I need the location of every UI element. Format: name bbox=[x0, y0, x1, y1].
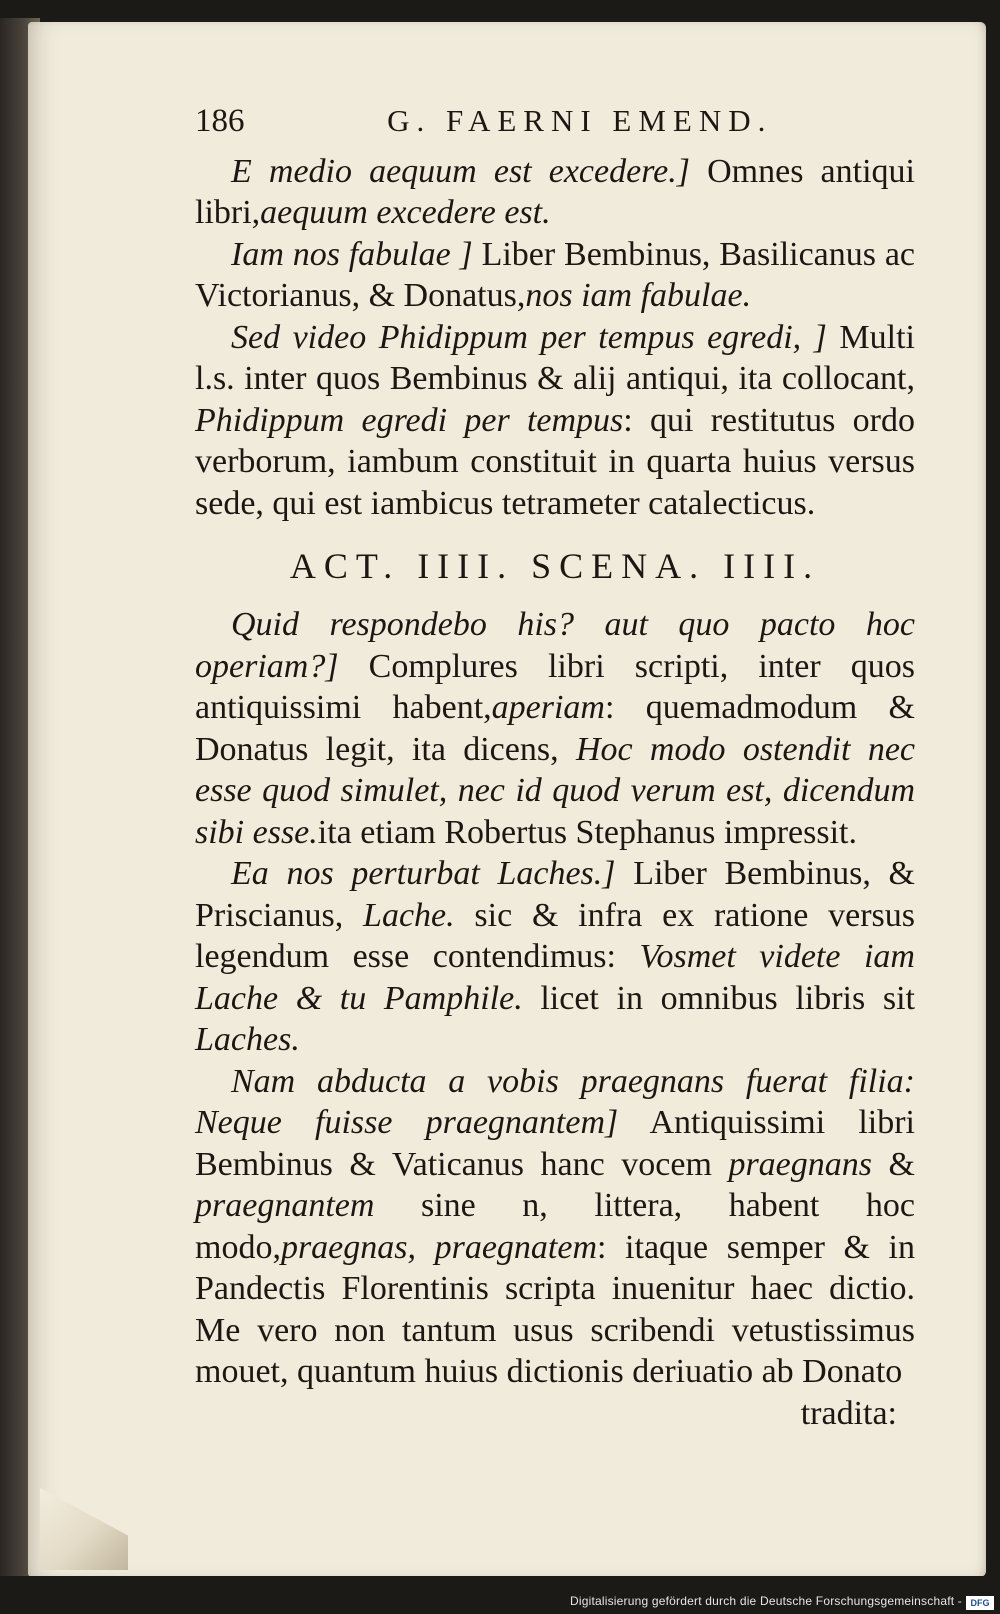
quoted-reading: Hoc modo ostendit nec esse quod simulet, nec id quod verum est, dicendum sibi esse. bbox=[195, 730, 915, 851]
commentary-entry bbox=[195, 853, 915, 1061]
quoted-reading: Vosmet videte iam Lache & tu Pamphile. bbox=[195, 938, 915, 1017]
quoted-reading: Laches. bbox=[195, 1021, 300, 1058]
commentary-entry bbox=[195, 1061, 915, 1393]
commentary-entry bbox=[195, 151, 915, 234]
lemma: Sed video Phidippum per tempus egredi, ] bbox=[231, 318, 827, 356]
dfg-logo-icon: DFG bbox=[966, 1596, 994, 1610]
entry-text: licet in omnibus libris sit bbox=[522, 979, 915, 1017]
lemma: E medio aequum est excedere.] bbox=[231, 152, 690, 190]
entry-text: ita etiam Robertus Stephanus impressit. bbox=[317, 813, 857, 851]
entry-text: Complures libri scripti, inter quos antiquissimi habent, bbox=[195, 647, 915, 726]
running-head bbox=[195, 100, 915, 143]
entry-text: Antiquissimi libri Bembinus & Vaticanus hanc vocem bbox=[195, 1104, 915, 1183]
quoted-reading: praegnantem bbox=[195, 1187, 375, 1224]
page-number: 186 bbox=[195, 103, 245, 139]
entry-text: Omnes antiqui libri, bbox=[195, 152, 915, 231]
entry-text: : qui restitutus ordo verborum, iambum constituit in quarta huius versus sede, qui est iambicus tetrameter catalecticus. bbox=[195, 401, 915, 522]
commentary-entry bbox=[195, 604, 915, 853]
footer-bar bbox=[0, 1576, 1000, 1614]
page-text bbox=[195, 100, 915, 1434]
lemma: Ea nos perturbat Laches.] bbox=[231, 855, 616, 892]
digitization-credit: Digitalisierung gefördert durch die Deutsche Forschungsgemeinschaft - bbox=[570, 1594, 962, 1608]
lemma: Quid respondebo his? aut quo pacto hoc operiam?] bbox=[195, 606, 915, 685]
quoted-reading: nos iam fabulae. bbox=[525, 277, 752, 314]
quoted-reading: aequum excedere est. bbox=[260, 194, 551, 231]
running-title: G. FAERNI EMEND. bbox=[387, 103, 773, 138]
lemma: Iam nos fabulae ] bbox=[231, 235, 473, 273]
entry-text: Liber Bembinus, & Priscianus, bbox=[195, 855, 915, 934]
entry-text: : itaque semper & in Pandectis Florentinis scripta inuenitur haec dictio. Me vero non tantum usus scribendi vetustissimus mouet, quantum huius dictionis deriuatio ab Donato bbox=[195, 1228, 915, 1390]
quoted-reading: Lache. bbox=[363, 896, 455, 934]
entry-text: sic & infra ex ratione versus legendum esse contendimus: bbox=[195, 896, 915, 975]
lemma: Nam abducta a vobis praegnans fuerat filia: Neque fuisse praegnantem] bbox=[195, 1062, 915, 1141]
entry-text: sine n, littera, habent hoc modo, bbox=[195, 1187, 915, 1266]
entry-text: Liber Bembinus, Basilicanus ac Victorianus, & Donatus, bbox=[195, 235, 915, 314]
catchword: tradita: bbox=[800, 1394, 897, 1432]
entry-text: Multi l.s. inter quos Bembinus & alij antiqui, ita collocant, bbox=[195, 318, 915, 397]
quoted-reading: Phidippum egredi per tempus bbox=[195, 401, 624, 439]
quoted-reading: praegnans bbox=[728, 1145, 873, 1183]
commentary-entry bbox=[195, 317, 915, 525]
entry-text: : quemadmodum & Donatus legit, ita dicens, bbox=[195, 689, 915, 768]
scene-heading: ACT. IIII. SCENA. IIII. bbox=[289, 546, 821, 586]
quoted-reading: aperiam bbox=[491, 689, 605, 726]
quoted-reading: praegnas, praegnatem bbox=[280, 1228, 598, 1266]
commentary-entry bbox=[195, 234, 915, 317]
entry-text: & bbox=[872, 1145, 916, 1183]
